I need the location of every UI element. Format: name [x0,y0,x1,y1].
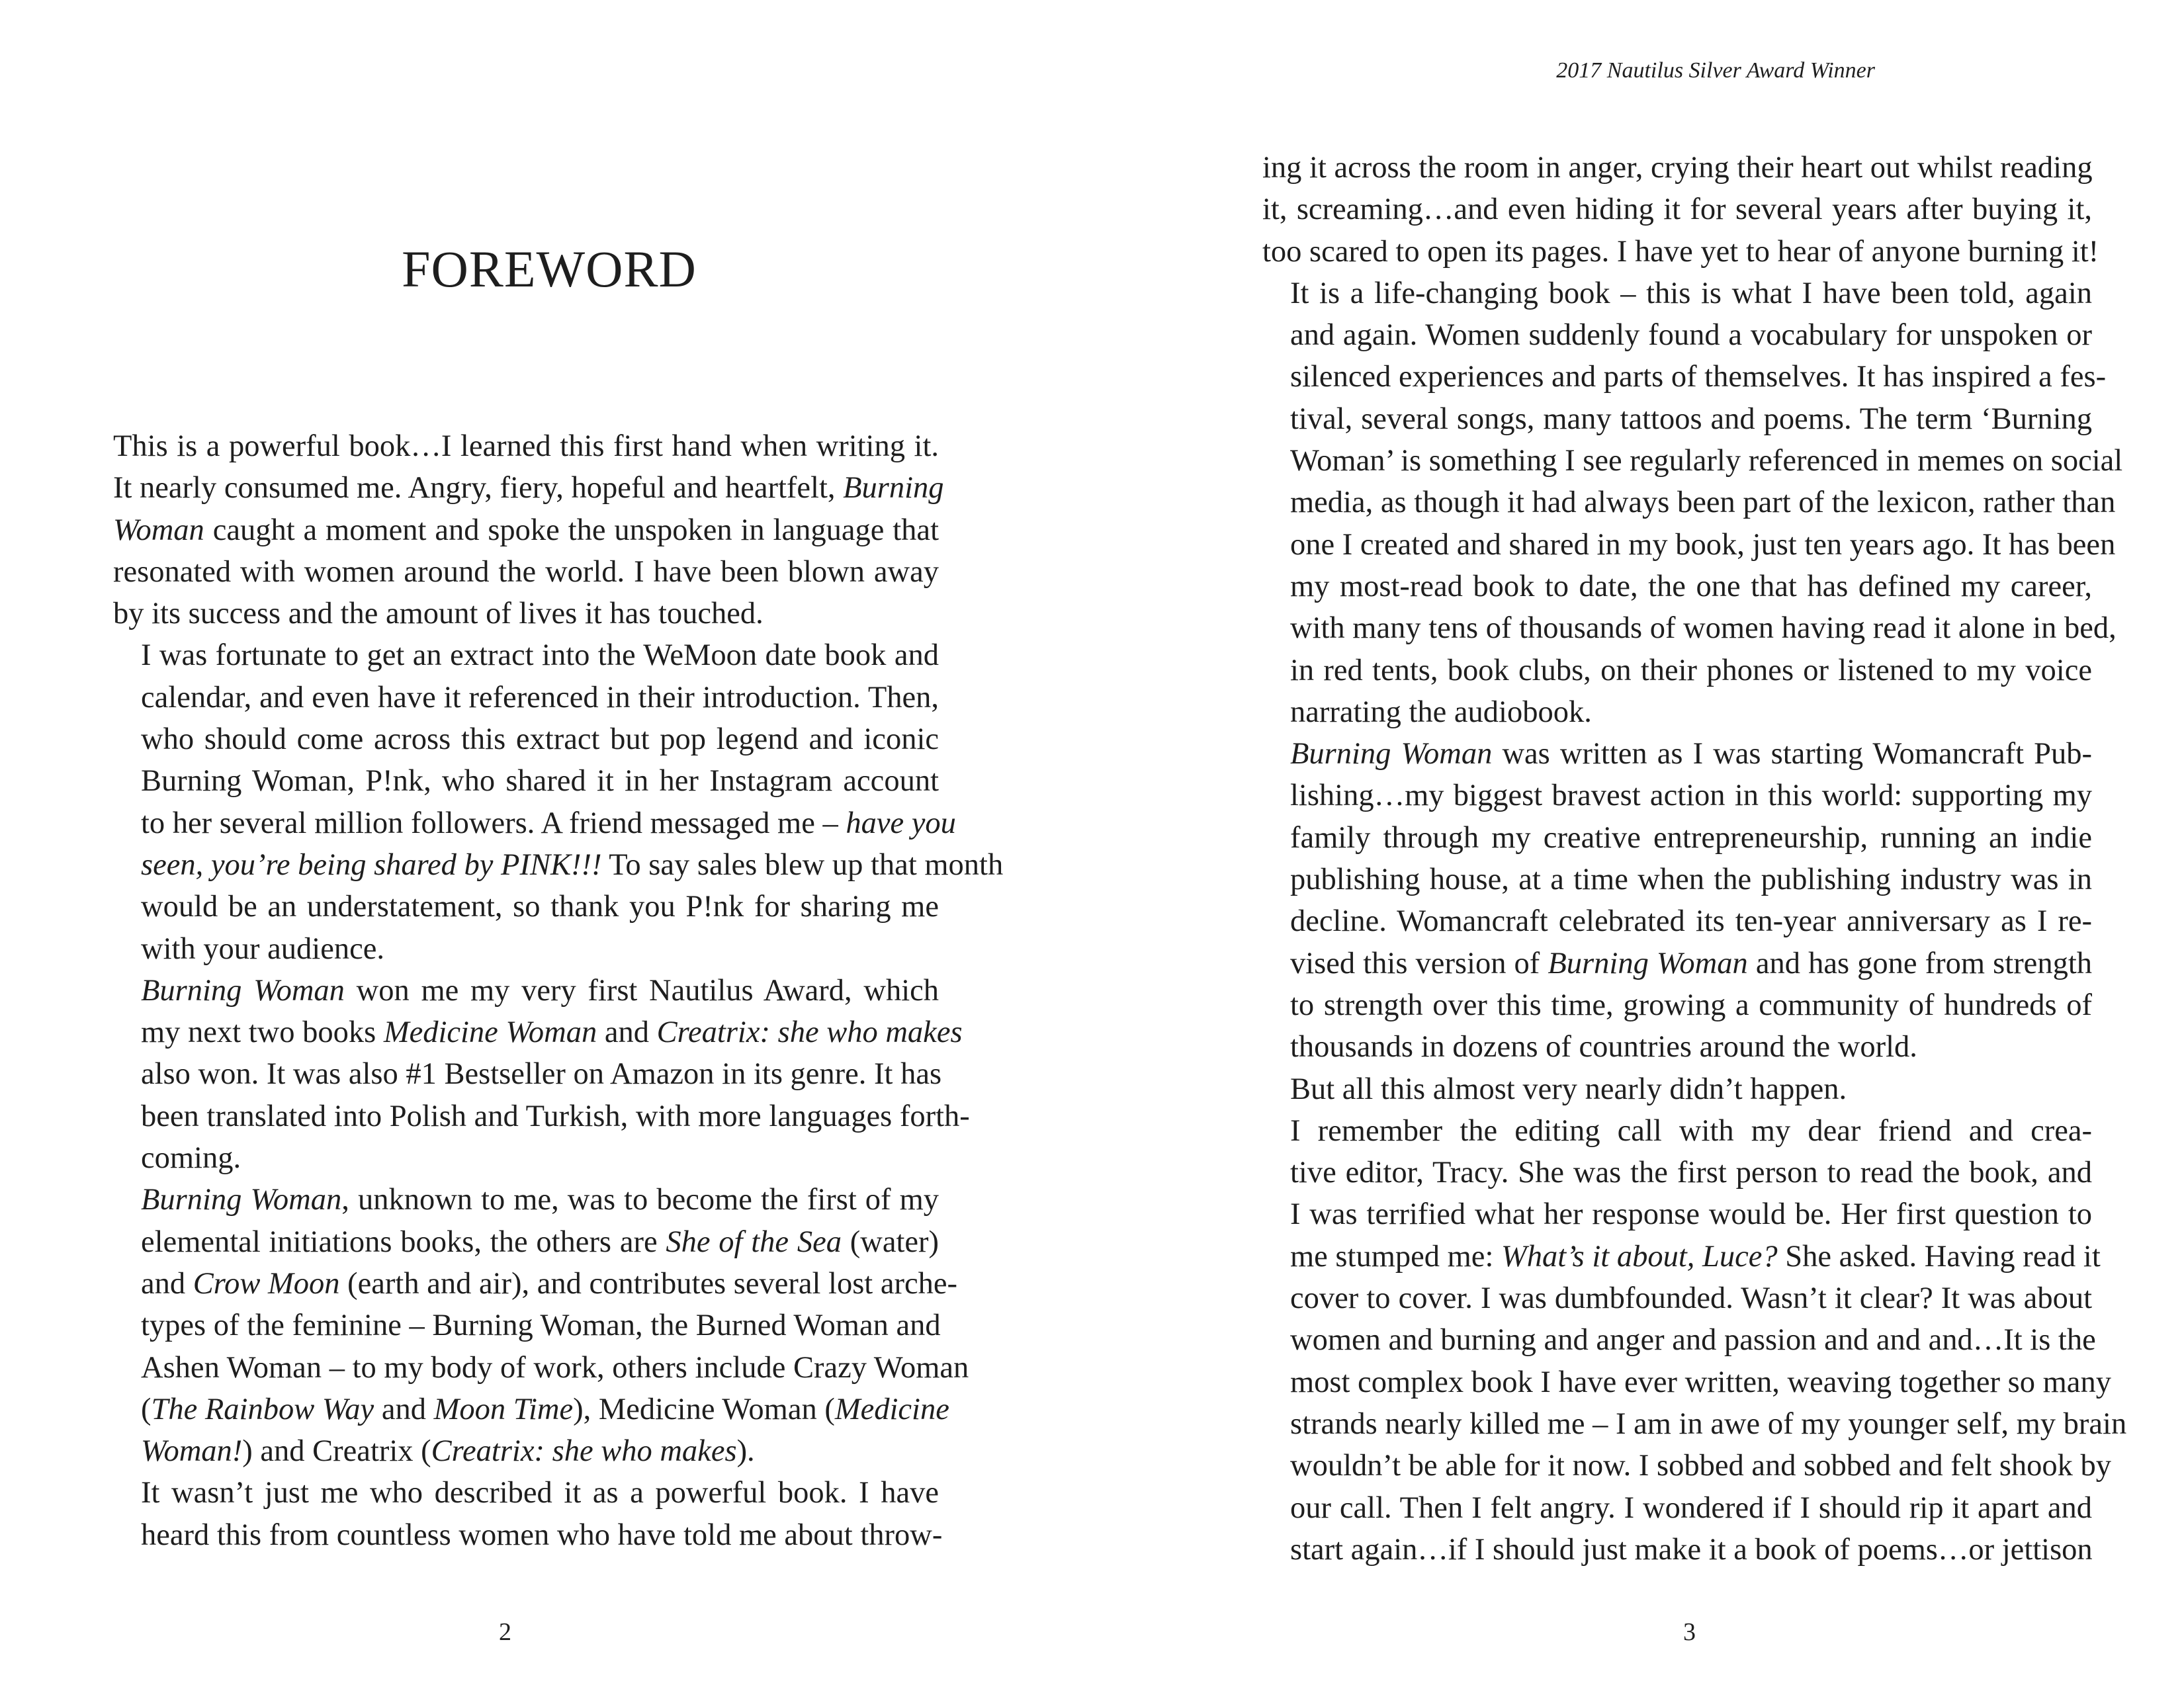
italic-text: Woman! [141,1434,243,1469]
text-line: resonated with women around the world. I have been blown away [113,554,939,589]
text-line: thousands in dozens of countries around the world. [1290,1030,1917,1064]
text-line: Burning Woman was written as I was starting Womancraft Pub- [1290,737,2093,771]
paragraph [1262,1068,2092,1110]
text-line: our call. Then I felt angry. I wondered if I should rip it apart and [1290,1491,2092,1525]
text-line: narrating the audiobook. [1290,695,1592,729]
text-line: strands nearly killed me – I am in awe of my younger self, my brain [1290,1406,2127,1441]
italic-text: Burning Woman [1548,946,1748,980]
italic-text: Burning [843,471,944,505]
text-line: my next two books Medicine Woman and Creatrix: she who makes [141,1016,963,1050]
text-line: decline. Womancraft celebrated its ten-year anniversary as I re- [1290,904,2092,939]
right-page [1092,0,2184,1687]
text-line: would be an understatement, so thank you P!nk for sharing me [141,890,939,924]
page-number-right: 3 [1683,1618,1696,1646]
text-line: Woman!) and Creatrix (Creatrix: she who makes). [141,1434,755,1469]
text-line: I was terrified what her response would be. Her first question to [1290,1197,2092,1232]
text-line: silenced experiences and parts of themselves. It has inspired a fes- [1290,360,2107,394]
paragraph [1262,733,2092,1068]
text-line: tival, several songs, many tattoos and poems. The term ‘Burning [1290,402,2092,436]
paragraph [113,1179,969,1472]
text-line: and Crow Moon (earth and air), and contributes several lost arche- [141,1266,957,1301]
text-line: with your audience. [141,931,385,966]
paragraph [1262,273,2123,733]
text-line: It wasn’t just me who described it as a powerful book. I have [141,1476,939,1510]
text-line: lishing…my biggest bravest action in this world: supporting my [1290,779,2092,813]
text-line: to her several million followers. A friend messaged me – have you [141,806,956,840]
text-line: also won. It was also #1 Bestseller on Amazon in its genre. It has [141,1057,942,1092]
page-number-left: 2 [499,1618,511,1646]
italic-text: Burning Woman [1290,737,1493,771]
text-line: one I created and shared in my book, just ten years ago. It has been [1290,527,2116,562]
text-line: it, screaming…and even hiding it for several years after buying it, [1262,193,2092,227]
italic-text: have you [846,806,956,840]
text-line: media, as though it had always been part of the lexicon, rather than [1290,486,2116,520]
text-line: who should come across this extract but pop legend and iconic [141,722,939,757]
italic-text: Medicine [834,1392,949,1426]
left-body-text [113,425,1004,1556]
italic-text: Creatrix: she who makes [656,1016,963,1050]
text-line: (The Rainbow Way and Moon Time), Medicine Woman (Medicine [141,1392,949,1426]
text-line: and again. Women suddenly found a vocabulary for unspoken or [1290,318,2092,353]
text-line: most complex book I have ever written, weaving together so many [1290,1365,2111,1399]
italic-text: What’s it about, Luce? [1501,1239,1778,1274]
text-line: vised this version of Burning Woman and has gone from strength [1290,946,2092,980]
paragraph [113,970,970,1179]
text-line: Woman caught a moment and spoke the unspoken in language that [113,513,939,547]
text-line: calendar, and even have it referenced in their introduction. Then, [141,680,939,714]
italic-text: Woman [113,513,204,547]
text-line: too scared to open its pages. I have yet to hear of anyone burning it! [1262,234,2099,269]
italic-text: Moon Time [433,1392,574,1426]
text-line: family through my creative entrepreneurship, running an indie [1290,820,2092,855]
text-line: Burning Woman, unknown to me, was to become the first of my [141,1183,939,1217]
text-line: women and burning and anger and passion and and and…It is the [1290,1323,2096,1358]
paragraph [113,1472,943,1556]
text-line: But all this almost very nearly didn’t happen. [1290,1072,1847,1106]
text-line: I was fortunate to get an extract into the WeMoon date book and [141,638,939,673]
text-line: It is a life-changing book – this is what I have been told, again [1290,276,2092,310]
right-body-text [1262,147,2127,1571]
italic-text: She of the Sea [666,1225,842,1259]
text-line: my most-read book to date, the one that has defined my career, [1290,569,2092,603]
text-line: seen, you’re being shared by PINK!!! To say sales blew up that month [141,847,1004,882]
text-line: in red tents, book clubs, on their phones or listened to my voice [1290,653,2092,687]
running-head: 2017 Nautilus Silver Award Winner [1556,58,1875,83]
text-line: Burning Woman, P!nk, who shared it in her Instagram account [141,764,939,799]
italic-text: Burning Woman [141,1183,342,1217]
paragraph [1262,147,2099,273]
text-line: publishing house, at a time when the publishing industry was in [1290,863,2092,897]
text-line: start again…if I should just make it a book of poems…or jettison [1290,1532,2093,1567]
text-line: It nearly consumed me. Angry, fiery, hopeful and heartfelt, Burning [113,471,944,505]
italic-text: seen, you’re being shared by PINK!!! [141,847,602,882]
text-line: by its success and the amount of lives it has touched. [113,597,764,631]
italic-text: The Rainbow Way [151,1392,374,1426]
text-line: coming. [141,1141,241,1176]
italic-text: Medicine Woman [383,1016,597,1050]
italic-text: Creatrix: she who makes [431,1434,737,1469]
italic-text: Crow Moon [193,1266,340,1301]
text-line: wouldn’t be able for it now. I sobbed and sobbed and felt shook by [1290,1449,2112,1483]
text-line: heard this from countless women who have told me about throw- [141,1518,943,1552]
text-line: with many tens of thousands of women having read it alone in bed, [1290,611,2117,646]
text-line: tive editor, Tracy. She was the first person to read the book, and [1290,1156,2092,1190]
paragraph [113,634,1004,969]
paragraph [1262,1110,2127,1571]
italic-text: Burning Woman [141,973,345,1008]
text-line: cover to cover. I was dumbfounded. Wasn’t it clear? It was about [1290,1281,2092,1316]
paragraph [113,425,944,634]
text-line: me stumped me: What’s it about, Luce? She asked. Having read it [1290,1239,2101,1274]
text-line: Burning Woman won me my very first Nautilus Award, which [141,973,939,1008]
text-line: I remember the editing call with my dear friend and crea- [1290,1113,2092,1148]
text-line: elemental initiations books, the others are She of the Sea (water) [141,1225,939,1259]
text-line: Woman’ is something I see regularly referenced in memes on social [1290,444,2123,478]
text-line: ing it across the room in anger, crying their heart out whilst reading [1262,151,2093,185]
text-line: been translated into Polish and Turkish, with more languages forth- [141,1099,970,1133]
text-line: to strength over this time, growing a community of hundreds of [1290,988,2092,1022]
text-line: types of the feminine – Burning Woman, the Burned Woman and [141,1309,941,1343]
text-line: Ashen Woman – to my body of work, others include Crazy Woman [141,1350,969,1385]
chapter-title: FOREWORD [402,240,697,298]
text-line: This is a powerful book…I learned this first hand when writing it. [113,429,939,463]
